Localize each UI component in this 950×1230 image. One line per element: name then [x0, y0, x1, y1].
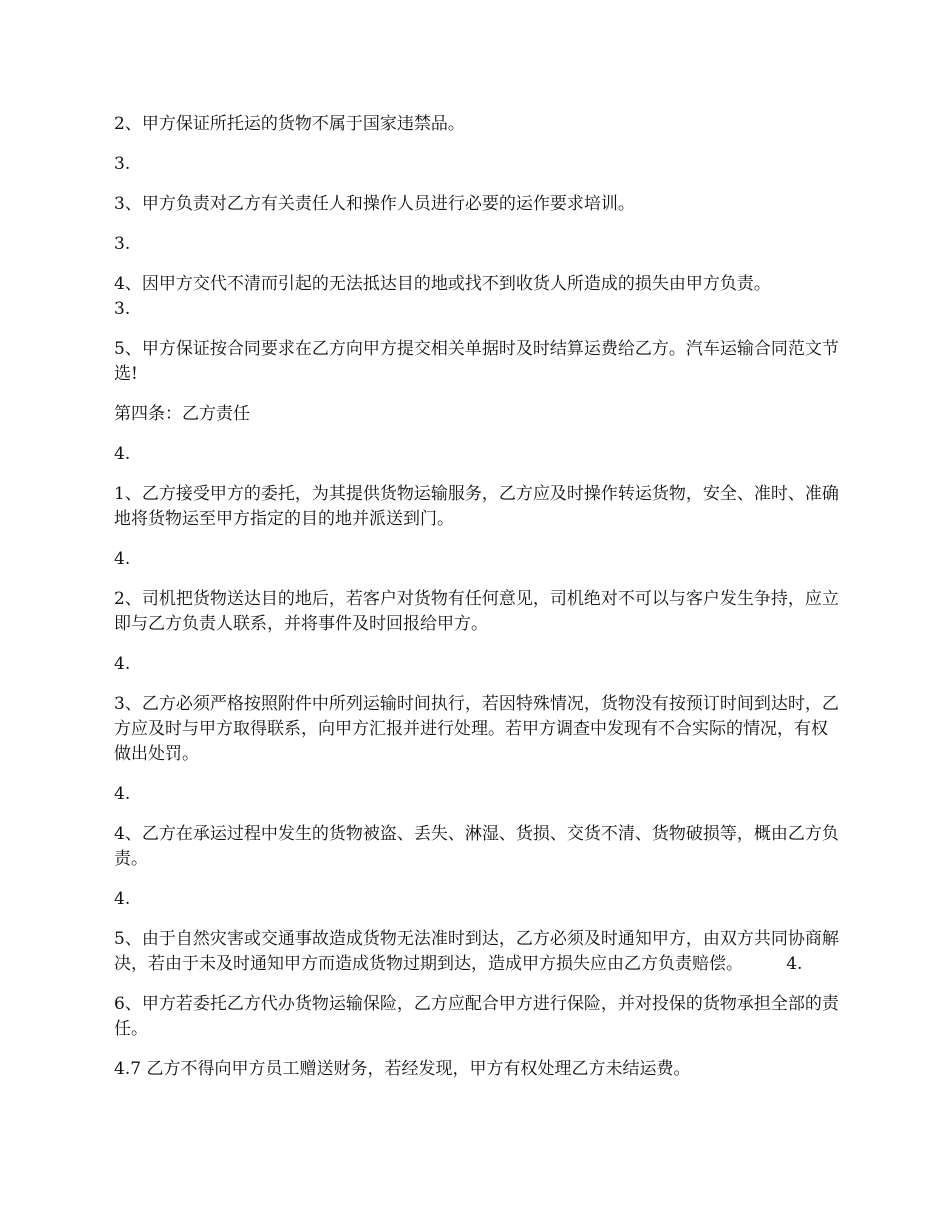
paragraph: 4、乙方在承运过程中发生的货物被盗、丢失、淋湿、货损、交货不清、货物破损等，概由乙方负责。 — [114, 824, 839, 869]
paragraph: 2、甲方保证所托运的货物不属于国家违禁品。 — [114, 114, 465, 134]
paragraph: 3. — [114, 234, 131, 254]
paragraph: 4. — [114, 889, 131, 909]
paragraph: 4.7 乙方不得向甲方员工赠送财务，若经发现，甲方有权处理乙方未结运费。 — [114, 1059, 691, 1079]
paragraph: 5、甲方保证按合同要求在乙方向甲方提交相关单据时及时结算运费给乙方。汽车运输合同范文节选! — [114, 339, 839, 384]
paragraph: 4. — [114, 654, 131, 674]
paragraph: 6、甲方若委托乙方代办货物运输保险，乙方应配合甲方进行保险，并对投保的货物承担全部的责任。 — [114, 994, 839, 1039]
paragraph: 1、乙方接受甲方的委托，为其提供货物运输服务，乙方应及时操作转运货物，安全、准时、准确地将货物运至甲方指定的目的地并派送到门。 — [114, 484, 839, 529]
paragraph: 2、司机把货物送达目的地后，若客户对货物有任何意见，司机绝对不可以与客户发生争持，应立即与乙方负责人联系，并将事件及时回报给甲方。 — [114, 589, 839, 634]
paragraph: 3. — [114, 299, 131, 319]
paragraph: 4. — [114, 549, 131, 569]
paragraph: 4、因甲方交代不清而引起的无法抵达目的地或找不到收货人所造成的损失由甲方负责。 — [114, 274, 771, 294]
section-heading: 第四条：乙方责任 — [114, 404, 250, 424]
paragraph: 4. — [114, 444, 131, 464]
paragraph: 3、甲方负责对乙方有关责任人和操作人员进行必要的运作要求培训。 — [114, 194, 635, 214]
document-body — [114, 112, 842, 1097]
paragraph: 5、由于自然灾害或交通事故造成货物无法准时到达，乙方必须及时通知甲方，由双方共同协商解决，若由于未及时通知甲方而造成货物过期到达，造成甲方损失应由乙方负责赔偿。 4. — [114, 929, 839, 974]
paragraph: 3、乙方必须严格按照附件中所列运输时间执行，若因特殊情况，货物没有按预订时间到达时，乙方应及时与甲方取得联系，向甲方汇报并进行处理。若甲方调查中发现有不合实际的情况，有权做出处罚。 — [114, 694, 839, 764]
paragraph: 3. — [114, 154, 131, 174]
paragraph: 4. — [114, 784, 131, 804]
